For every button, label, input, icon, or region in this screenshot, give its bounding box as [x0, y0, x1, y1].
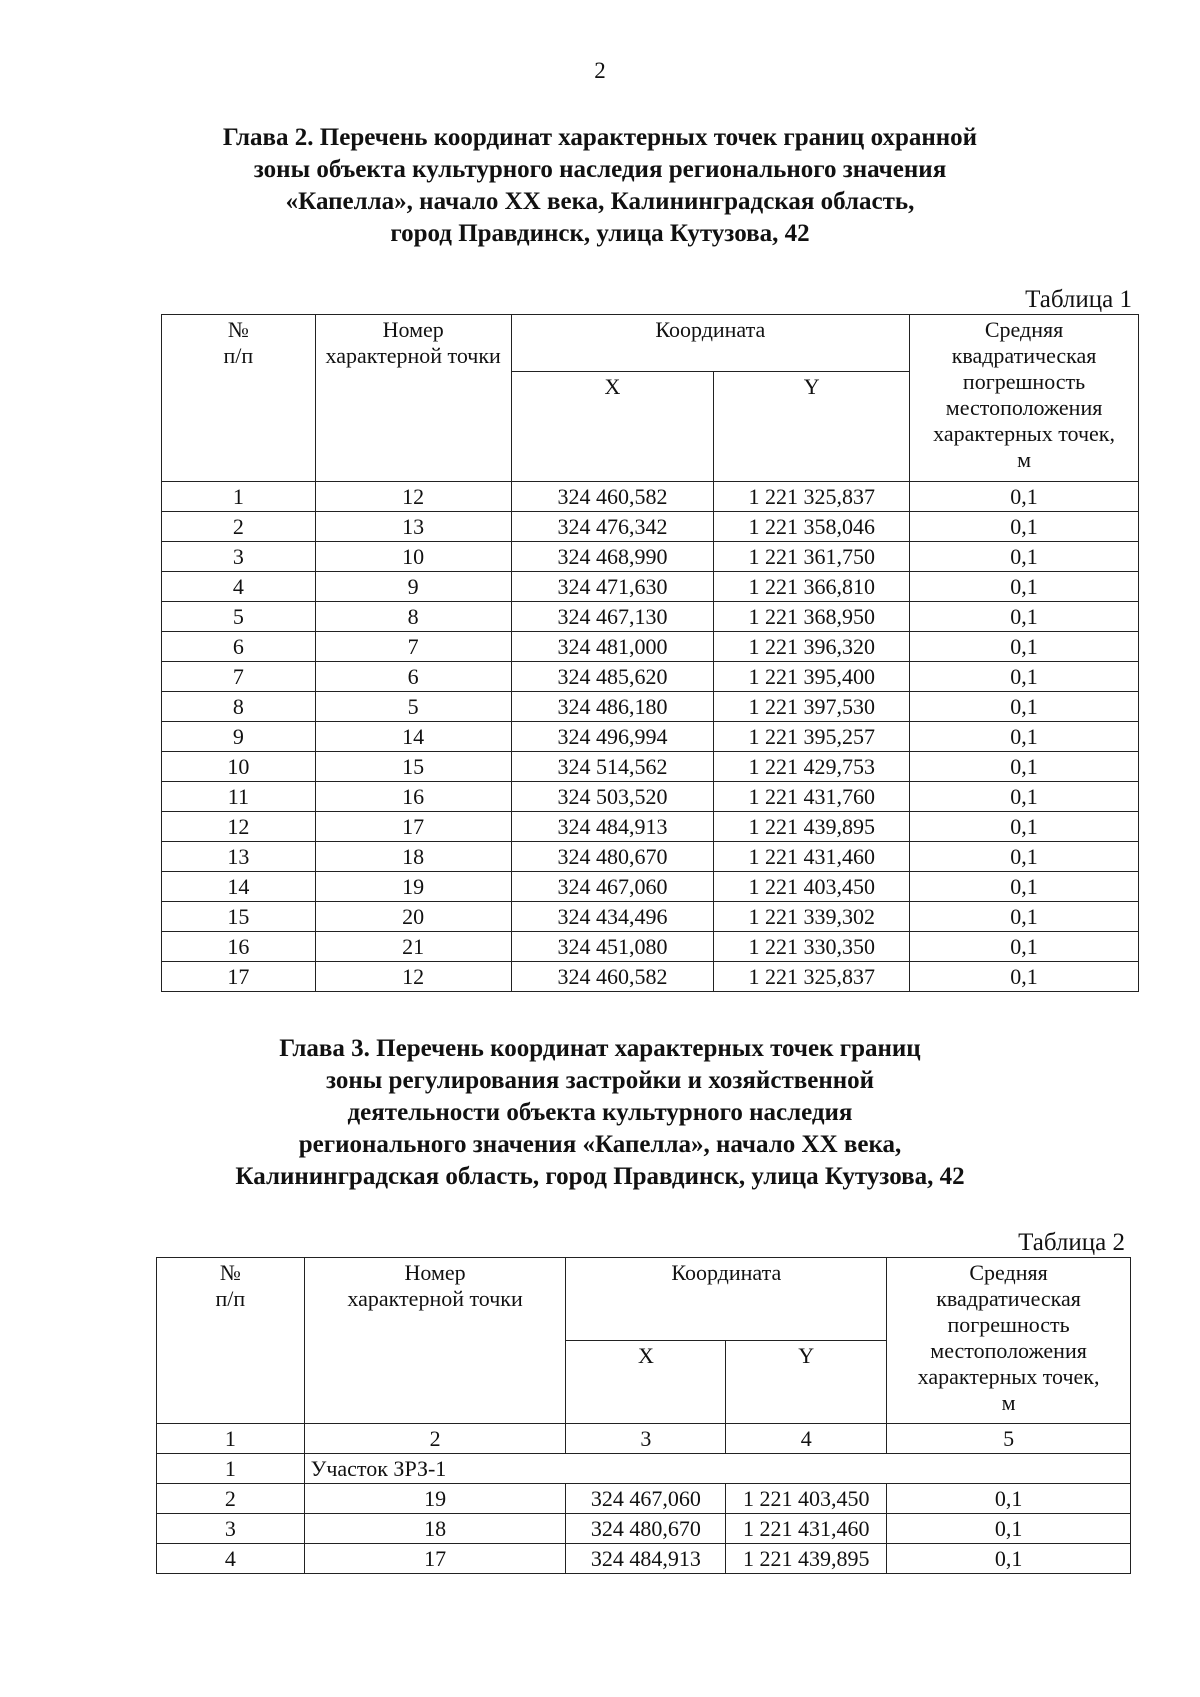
point-number: 14	[315, 722, 511, 752]
table-row	[162, 482, 1139, 512]
point-number: 13	[315, 512, 511, 542]
title-line: Глава 3. Перечень координат характерных точек границ	[279, 1035, 921, 1062]
table-row	[162, 782, 1139, 812]
title-line: регионального значения «Капелла», начало XX века,	[298, 1131, 902, 1158]
coord-x: 324 468,990	[511, 542, 714, 572]
header-y: Y	[726, 1341, 887, 1424]
coord-y: 1 221 358,046	[714, 512, 910, 542]
mean-error: 0,1	[910, 482, 1139, 512]
coord-y: 1 221 403,450	[726, 1484, 887, 1514]
row-num: 8	[162, 692, 316, 722]
table-row	[157, 1484, 1131, 1514]
coord-x: 324 481,000	[511, 632, 714, 662]
point-number: 19	[304, 1484, 566, 1514]
point-number: 18	[315, 842, 511, 872]
coord-x: 324 434,496	[511, 902, 714, 932]
mean-error: 0,1	[910, 932, 1139, 962]
table-row	[162, 962, 1139, 992]
title-line: Калининградская область, город Правдинск, улица Кутузова, 42	[235, 1163, 965, 1190]
point-number: 21	[315, 932, 511, 962]
coord-y: 1 221 395,257	[714, 722, 910, 752]
title-line: зоны объекта культурного наследия регионального значения	[253, 156, 947, 183]
mean-error: 0,1	[887, 1544, 1131, 1574]
coord-x: 324 485,620	[511, 662, 714, 692]
row-num: 11	[162, 782, 316, 812]
row-num: 13	[162, 842, 316, 872]
mean-error: 0,1	[910, 572, 1139, 602]
table-row	[162, 602, 1139, 632]
coord-x: 324 467,130	[511, 602, 714, 632]
coord-y: 1 221 439,895	[714, 812, 910, 842]
section-label: Участок ЗРЗ-1	[304, 1454, 1130, 1484]
coord-y: 1 221 325,837	[714, 482, 910, 512]
coord-x: 324 460,582	[511, 962, 714, 992]
page-number: 2	[594, 58, 606, 83]
row-num: 7	[162, 662, 316, 692]
table-row	[162, 542, 1139, 572]
table-row	[162, 632, 1139, 662]
coordinates-table-2	[156, 1257, 1131, 1574]
column-number: 1	[157, 1424, 305, 1454]
point-number: 6	[315, 662, 511, 692]
mean-error: 0,1	[910, 872, 1139, 902]
coord-y: 1 221 396,320	[714, 632, 910, 662]
row-num: 6	[162, 632, 316, 662]
column-number: 3	[566, 1424, 726, 1454]
table-row	[162, 752, 1139, 782]
mean-error: 0,1	[910, 842, 1139, 872]
coord-y: 1 221 431,460	[714, 842, 910, 872]
coord-x: 324 480,670	[566, 1514, 726, 1544]
title-line: город Правдинск, улица Кутузова, 42	[390, 220, 810, 247]
row-num: 12	[162, 812, 316, 842]
header-x: X	[566, 1341, 726, 1424]
point-number: 19	[315, 872, 511, 902]
coord-x: 324 514,562	[511, 752, 714, 782]
mean-error: 0,1	[910, 692, 1139, 722]
coord-y: 1 221 403,450	[714, 872, 910, 902]
table-row	[162, 812, 1139, 842]
table-row	[162, 722, 1139, 752]
coord-x: 324 460,582	[511, 482, 714, 512]
coord-y: 1 221 431,460	[726, 1514, 887, 1544]
mean-error: 0,1	[910, 962, 1139, 992]
mean-error: 0,1	[910, 812, 1139, 842]
header-num: № п/п	[162, 315, 316, 482]
row-num: 5	[162, 602, 316, 632]
column-number-row	[157, 1424, 1131, 1454]
mean-error: 0,1	[910, 542, 1139, 572]
header-coordinate: Координата	[566, 1258, 887, 1341]
chapter-2-title	[0, 122, 1200, 250]
coord-y: 1 221 439,895	[726, 1544, 887, 1574]
coord-x: 324 451,080	[511, 932, 714, 962]
point-number: 20	[315, 902, 511, 932]
point-number: 17	[304, 1544, 566, 1574]
table-row	[162, 902, 1139, 932]
column-number: 5	[887, 1424, 1131, 1454]
coord-y: 1 221 325,837	[714, 962, 910, 992]
header-coordinate: Координата	[511, 315, 910, 372]
coord-y: 1 221 368,950	[714, 602, 910, 632]
coord-x: 324 496,994	[511, 722, 714, 752]
mean-error: 0,1	[910, 512, 1139, 542]
mean-error: 0,1	[910, 782, 1139, 812]
point-number: 16	[315, 782, 511, 812]
section-row	[157, 1454, 1131, 1484]
title-line: зоны регулирования застройки и хозяйственной	[325, 1067, 875, 1094]
row-num: 14	[162, 872, 316, 902]
mean-error: 0,1	[887, 1514, 1131, 1544]
row-num: 3	[162, 542, 316, 572]
point-number: 15	[315, 752, 511, 782]
coord-y: 1 221 361,750	[714, 542, 910, 572]
mean-error: 0,1	[910, 752, 1139, 782]
header-point-number: Номер характерной точки	[304, 1258, 566, 1424]
point-number: 12	[315, 962, 511, 992]
table-row	[162, 692, 1139, 722]
column-number: 4	[726, 1424, 887, 1454]
coord-x: 324 486,180	[511, 692, 714, 722]
table-row	[162, 572, 1139, 602]
mean-error: 0,1	[910, 722, 1139, 752]
header-y: Y	[714, 372, 910, 482]
point-number: 18	[304, 1514, 566, 1544]
point-number: 5	[315, 692, 511, 722]
row-num: 3	[157, 1514, 305, 1544]
header-x: X	[511, 372, 714, 482]
table-row	[162, 932, 1139, 962]
mean-error: 0,1	[910, 902, 1139, 932]
row-num: 2	[162, 512, 316, 542]
title-line: Глава 2. Перечень координат характерных точек границ охранной	[222, 124, 978, 151]
title-line: деятельности объекта культурного наследия	[347, 1099, 853, 1126]
coord-x: 324 467,060	[566, 1484, 726, 1514]
table-row	[162, 872, 1139, 902]
table-row	[157, 1544, 1131, 1574]
coord-y: 1 221 431,760	[714, 782, 910, 812]
section-num: 1	[157, 1454, 305, 1484]
coord-x: 324 476,342	[511, 512, 714, 542]
row-num: 15	[162, 902, 316, 932]
table-row	[157, 1514, 1131, 1544]
coord-y: 1 221 366,810	[714, 572, 910, 602]
point-number: 8	[315, 602, 511, 632]
row-num: 4	[162, 572, 316, 602]
header-error: Средняя квадратическая погрешность местоположения характерных точек, м	[887, 1258, 1131, 1424]
row-num: 2	[157, 1484, 305, 1514]
column-number: 2	[304, 1424, 566, 1454]
coord-y: 1 221 395,400	[714, 662, 910, 692]
point-number: 7	[315, 632, 511, 662]
table-row	[162, 842, 1139, 872]
chapter-3-title	[0, 1033, 1200, 1193]
coord-x: 324 467,060	[511, 872, 714, 902]
coordinates-table-1	[161, 314, 1139, 992]
table-row	[162, 662, 1139, 692]
coord-y: 1 221 397,530	[714, 692, 910, 722]
coord-y: 1 221 429,753	[714, 752, 910, 782]
coord-x: 324 484,913	[566, 1544, 726, 1574]
row-num: 17	[162, 962, 316, 992]
coord-x: 324 480,670	[511, 842, 714, 872]
table-1-label: Таблица 1	[1025, 286, 1132, 313]
mean-error: 0,1	[887, 1484, 1131, 1514]
mean-error: 0,1	[910, 602, 1139, 632]
coord-x: 324 471,630	[511, 572, 714, 602]
coord-y: 1 221 339,302	[714, 902, 910, 932]
coord-y: 1 221 330,350	[714, 932, 910, 962]
mean-error: 0,1	[910, 632, 1139, 662]
point-number: 12	[315, 482, 511, 512]
point-number: 17	[315, 812, 511, 842]
table-2-label: Таблица 2	[1018, 1229, 1125, 1256]
mean-error: 0,1	[910, 662, 1139, 692]
row-num: 4	[157, 1544, 305, 1574]
point-number: 9	[315, 572, 511, 602]
row-num: 10	[162, 752, 316, 782]
header-error: Средняя квадратическая погрешность местоположения характерных точек, м	[910, 315, 1139, 482]
coord-x: 324 503,520	[511, 782, 714, 812]
header-point-number: Номер характерной точки	[315, 315, 511, 482]
point-number: 10	[315, 542, 511, 572]
table-row	[162, 512, 1139, 542]
coord-x: 324 484,913	[511, 812, 714, 842]
header-num: № п/п	[157, 1258, 305, 1424]
row-num: 1	[162, 482, 316, 512]
row-num: 16	[162, 932, 316, 962]
title-line: «Капелла», начало XX века, Калининградская область,	[285, 188, 915, 215]
row-num: 9	[162, 722, 316, 752]
